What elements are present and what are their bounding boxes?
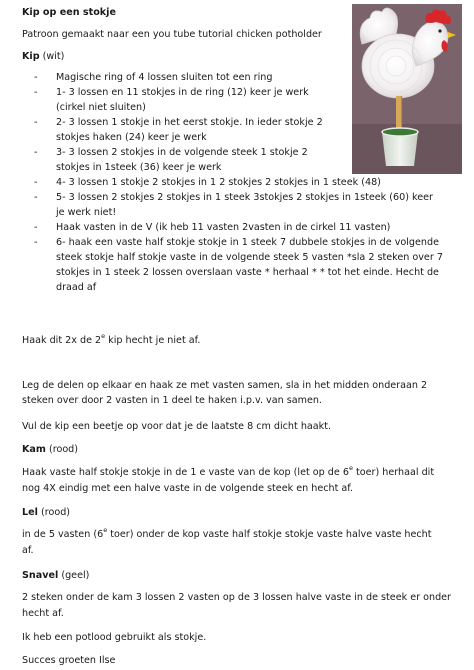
- snavel-text-line-1: 2 steken onder de kam 3 lossen 2 vasten op de 3 lossen halve vaste in de steek er onder: [22, 592, 452, 603]
- lel-text-line-1: in de 5 vasten (6e toer) onder de kop vaste half stokje stokje vaste halve vaste hecht: [22, 525, 432, 540]
- intro-text: Patroon gemaakt naar een you tube tutorial chicken potholder: [22, 29, 322, 40]
- chicken-photo: [352, 4, 462, 174]
- kam-section-heading: [22, 442, 78, 457]
- snavel-section-heading: [22, 568, 89, 583]
- list-item: - Magische ring of 4 lossen sluiten tot een ring: [34, 72, 273, 83]
- kam-color: (rood): [48, 444, 79, 455]
- list-item: - 5- 3 lossen 2 stokjes 2 stokjes in 1 steek 3stokjes 2 stokjes in 1steek (60) keer je werk niet!: [34, 192, 433, 218]
- list-item: - 6- haak een vaste half stokje stokje in 1 steek 7 dubbele stokjes in de volgende steek stokje half stokje vaste in de volgende steek 5 vasten *sla 2 steken over 7 stokjes in 1 steek 2 lossen overslaan vaste * herhaal * * tot het einde. Hecht de draad af: [34, 237, 443, 293]
- leg-text-line-2: steken over door 2 vasten in 1 deel te haken i.p.v. van samen.: [22, 395, 322, 406]
- document-title: Kip op een stokje: [22, 7, 116, 18]
- snavel-heading: Snavel: [22, 570, 59, 581]
- list-item: - Haak vasten in de V (ik heb 11 vasten 2vasten in de cirkel 11 vasten): [34, 222, 391, 233]
- list-item: - 4- 3 lossen 1 stokje 2 stokjes in 1 2 stokjes 2 stokjes in 1 steek (48): [34, 177, 381, 188]
- kam-text-line-2: nog 4X eindig met een halve vaste in de volgende steek en hecht af.: [22, 483, 353, 494]
- chicken-illustration: [352, 4, 462, 174]
- kip-section-heading: [22, 49, 64, 64]
- kip-color: (wit): [42, 51, 65, 62]
- list-item: - 1- 3 lossen en 11 stokjes in de ring (12) keer je werk (cirkel niet sluiten): [34, 87, 309, 113]
- vul-text: Vul de kip een beetje op voor dat je de laatste 8 cm dicht haakt.: [22, 421, 332, 432]
- kam-text-line-1: Haak vaste half stokje stokje in de 1 e vaste van de kop (let op de 6e toer) herhaal dit: [22, 463, 435, 478]
- kip-heading: Kip: [22, 51, 40, 62]
- lel-color: (rood): [40, 507, 71, 518]
- haak-dit-text: Haak dit 2x de 2e kip hecht je niet af.: [22, 331, 201, 346]
- kam-heading: Kam: [22, 444, 46, 455]
- list-item: - 2- 3 lossen 1 stokje in het eerst stokje. In ieder stokje 2 stokjes haken (24) keer je werk: [34, 117, 323, 143]
- groeten-text: Succes groeten Ilse: [22, 655, 116, 666]
- snavel-color: (geel): [61, 570, 90, 581]
- lel-heading: Lel: [22, 507, 38, 518]
- potlood-text: Ik heb een potlood gebruikt als stokje.: [22, 632, 207, 643]
- snavel-text-line-2: hecht af.: [22, 608, 64, 619]
- lel-section-heading: [22, 505, 70, 520]
- list-item: - 3- 3 lossen 2 stokjes in de volgende steek 1 stokje 2 stokjes in 1steek (36) keer je werk: [34, 147, 308, 173]
- leg-text-line-1: Leg de delen op elkaar en haak ze met vasten samen, sla in het midden onderaan 2: [22, 380, 428, 391]
- lel-text-line-2: af.: [22, 545, 34, 556]
